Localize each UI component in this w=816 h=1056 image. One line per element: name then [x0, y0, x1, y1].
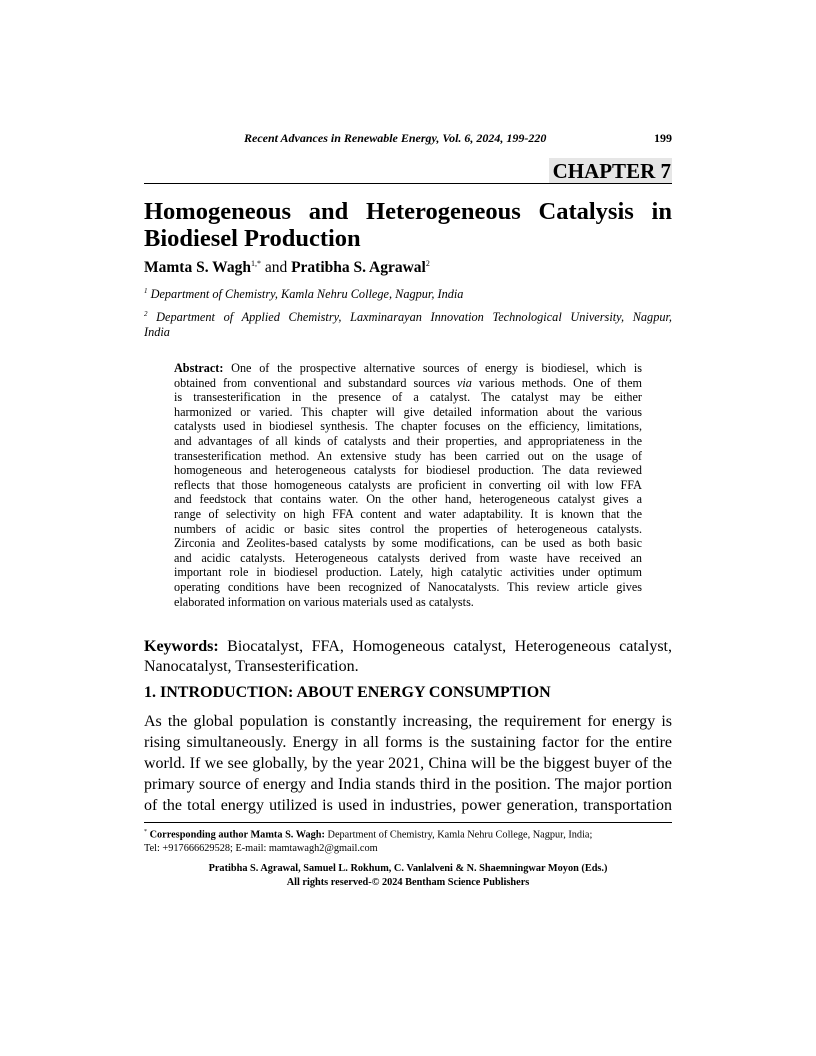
- footnote-text: Department of Chemistry, Kamla Nehru College, Nagpur, India;: [324, 829, 593, 841]
- footnote-mark: *: [144, 829, 147, 835]
- chapter-title: [144, 198, 672, 252]
- affiliation-text: Department of Chemistry, Kamla Nehru College, Nagpur, India: [147, 287, 464, 302]
- abstract-line: operating conditions have been recognized of Nanocatalysts. This review article gives: [174, 579, 642, 594]
- section-heading: 1. INTRODUCTION: ABOUT ENERGY CONSUMPTION: [144, 684, 551, 701]
- abstract-line: and advantages of all kinds of catalysts and their properties, and appropriateness in the: [174, 433, 642, 448]
- header-rule: [144, 183, 672, 184]
- abstract-line: One of the prospective alternative sources of energy is biodiesel, which is: [223, 361, 642, 375]
- affiliation-1: [144, 284, 672, 302]
- author-name: Pratibha S. Agrawal: [291, 259, 426, 277]
- footnote: [144, 825, 672, 856]
- body-text: [144, 711, 672, 816]
- author-separator: and: [260, 259, 292, 277]
- editors-line: Pratibha S. Agrawal, Samuel L. Rokhum, C. Vanlalveni & N. Shaemningwar Moyon (Eds.): [208, 863, 608, 874]
- author-sup: 1,*: [250, 259, 261, 268]
- body-line: primary source of energy and India stands third in the position. The major portion: [144, 776, 672, 793]
- keywords-label: Keywords:: [144, 638, 219, 655]
- journal-citation: Recent Advances in Renewable Energy, Vol. 6, 2024, 199-220: [244, 131, 547, 145]
- body-line: rising simultaneously. Energy in all forms is the sustaining factor for the entire: [144, 734, 672, 751]
- abstract: [174, 361, 642, 609]
- footnote-rule: [144, 822, 672, 823]
- abstract-line: reflects that those homogeneous catalysts are proficient in converting oil with low FFA: [174, 477, 642, 492]
- abstract-line: homogeneous and heterogeneous catalysts for biodiesel production. The data reviewed: [174, 463, 642, 478]
- chapter-label: CHAPTER 7: [549, 158, 672, 184]
- affiliation-text: Department of Applied Chemistry, Laxminarayan Innovation Technological University, Nagpur,: [147, 310, 672, 325]
- keywords: [144, 637, 672, 677]
- affiliation-text-cont: India: [144, 325, 170, 340]
- footnote-label: Corresponding author Mamta S. Wagh:: [147, 829, 325, 841]
- abstract-line: Zirconia and Zeolites-based catalysts by some modifications, can be used as both basic: [174, 536, 642, 551]
- authors: [144, 259, 430, 277]
- abstract-line: obtained from conventional and substandard sources via various methods. One of them: [174, 375, 642, 390]
- author-name: Mamta S. Wagh: [144, 259, 251, 277]
- body-line: world. If we see globally, by the year 2021, China will be the biggest buyer of the: [144, 755, 672, 772]
- abstract-line: elaborated information on various materials used as catalysts.: [174, 594, 474, 609]
- abstract-line: and feedstock that contains water. On the other hand, heterogeneous catalyst gives a: [174, 492, 642, 507]
- abstract-line: important role in biodiesel production. Lately, high catalytic activities under optimum: [174, 565, 642, 580]
- title-line: Biodiesel Production: [144, 225, 361, 252]
- title-line: Homogeneous and Heterogeneous Catalysis in: [144, 198, 672, 225]
- abstract-line: transesterification method. An extensive study has been carried out on the usage of: [174, 448, 642, 463]
- abstract-line: and acidic catalysts. Heterogeneous catalysts derived from waste have received an: [174, 550, 642, 565]
- affiliation-2: [144, 307, 672, 340]
- affiliation-number: 1: [144, 287, 148, 295]
- abstract-line: catalysts used in biodiesel synthesis. The chapter focuses on the efficiency, limitations,: [174, 419, 642, 434]
- affiliation-number: 2: [144, 310, 148, 318]
- page-number: 199: [654, 131, 672, 145]
- keywords-text: Nanocatalyst, Transesterification.: [144, 658, 359, 675]
- abstract-line: is transesterification in the presence of a catalyst. The catalyst may be either: [174, 390, 642, 405]
- body-line: As the global population is constantly increasing, the requirement for energy is: [144, 713, 672, 730]
- abstract-line: harmonized or varied. This chapter will give detailed information about the various: [174, 404, 642, 419]
- keywords-text: Biocatalyst, FFA, Homogeneous catalyst, Heterogeneous catalyst,: [218, 638, 672, 655]
- footnote-contact: Tel: +917666629528; E-mail: mamtawagh2@gmail.com: [144, 843, 378, 855]
- abstract-line: numbers of acidic or basic sites control the properties of heterogeneous catalysts.: [174, 521, 642, 536]
- abstract-label: Abstract:: [174, 361, 224, 375]
- abstract-line: range of selectivity on high FFA content and water adaptability. It is known that the: [174, 506, 642, 521]
- body-line: of the total energy utilized is used in industries, power generation, transportation: [144, 797, 672, 814]
- author-sup: 2: [425, 259, 430, 268]
- page-footer: [144, 862, 672, 889]
- copyright-line: All rights reserved-© 2024 Bentham Science Publishers: [286, 876, 530, 888]
